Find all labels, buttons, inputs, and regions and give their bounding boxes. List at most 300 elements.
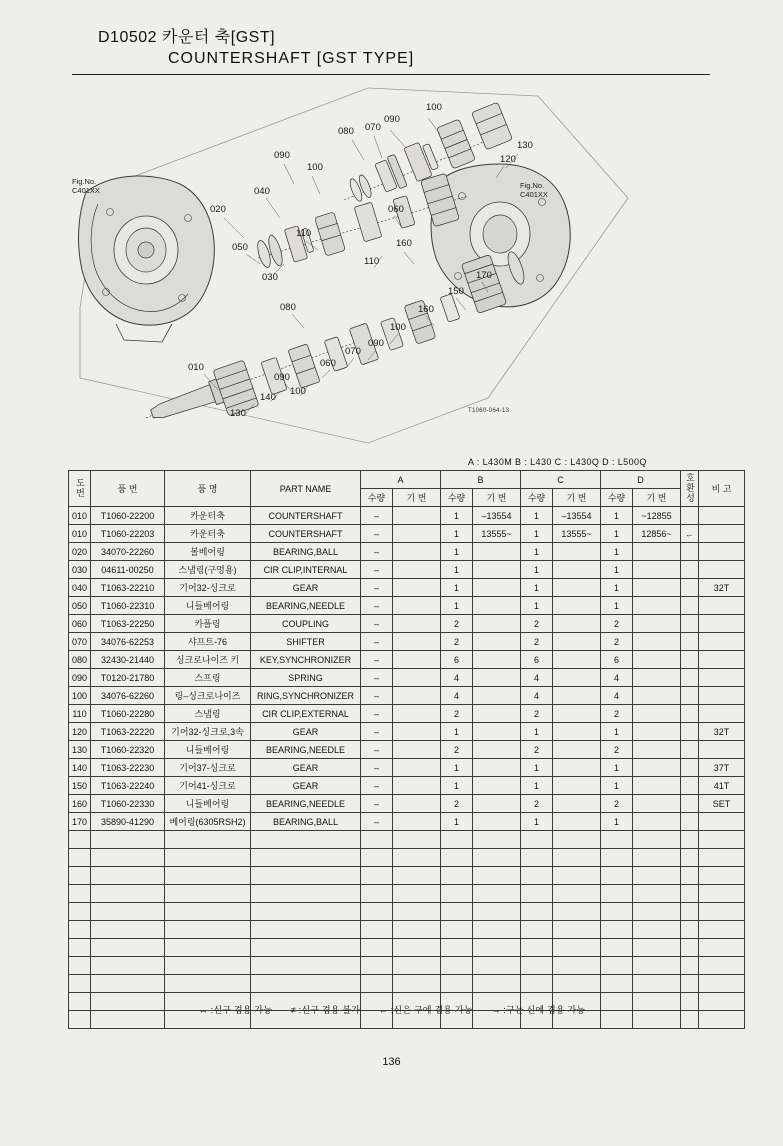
cell-empty	[553, 975, 601, 993]
cell-ref-d: ~12855	[633, 507, 681, 525]
callout-060-top: 060	[388, 204, 404, 215]
cell-name-ko: 카운터축	[165, 507, 251, 525]
table-row[interactable]	[69, 597, 745, 615]
cell-empty	[441, 903, 473, 921]
cell-qty-b: 2	[441, 705, 473, 723]
callout-020: 020	[210, 204, 226, 215]
cell-remark	[699, 813, 745, 831]
th-group-a: A	[361, 471, 441, 489]
callout-100-b: 100	[307, 162, 323, 173]
cell-interchange	[681, 795, 699, 813]
cell-qty-d: 4	[601, 687, 633, 705]
cell-ref-d	[633, 705, 681, 723]
diagram-code: T1060-064-13	[468, 408, 510, 414]
cell-empty	[393, 957, 441, 975]
table-row[interactable]	[69, 651, 745, 669]
cell-name-en: BEARING,NEEDLE	[251, 795, 361, 813]
cell-qty-a: –	[361, 723, 393, 741]
cell-part-no: T1060-22203	[91, 525, 165, 543]
cell-name-en: SPRING	[251, 669, 361, 687]
cell-qty-d: 4	[601, 669, 633, 687]
page-title-korean: D10502 카운터 축[GST]	[98, 29, 276, 46]
cell-ref-d	[633, 741, 681, 759]
cell-name-en: SHIFTER	[251, 633, 361, 651]
callout-090-c: 090	[368, 338, 384, 349]
table-row[interactable]	[69, 615, 745, 633]
cell-qty-a: –	[361, 615, 393, 633]
cell-ref-d	[633, 651, 681, 669]
cell-ref-b	[473, 705, 521, 723]
cell-empty	[165, 867, 251, 885]
cell-name-en: COUNTERSHAFT	[251, 507, 361, 525]
cell-part-no: T1060-22310	[91, 597, 165, 615]
cell-qty-b: 1	[441, 525, 473, 543]
cell-qty-d: 1	[601, 507, 633, 525]
cell-empty	[473, 939, 521, 957]
callout-170: 170	[476, 270, 492, 281]
cell-empty	[473, 975, 521, 993]
cell-interchange	[681, 615, 699, 633]
cell-qty-a: –	[361, 795, 393, 813]
cell-ref-d	[633, 723, 681, 741]
cell-qty-a: –	[361, 813, 393, 831]
cell-empty	[251, 867, 361, 885]
cell-qty-b: 1	[441, 777, 473, 795]
th-remark: 비 고	[699, 471, 745, 507]
cell-no: 050	[69, 597, 91, 615]
cell-qty-c: 1	[521, 507, 553, 525]
cell-empty	[699, 957, 745, 975]
cell-empty	[91, 939, 165, 957]
cell-ref-b	[473, 615, 521, 633]
cell-qty-b: 1	[441, 561, 473, 579]
cell-ref-a	[393, 669, 441, 687]
cell-ref-b	[473, 813, 521, 831]
cell-ref-a	[393, 543, 441, 561]
cell-ref-a	[393, 615, 441, 633]
cell-interchange	[681, 633, 699, 651]
page-number: 136	[382, 1056, 401, 1068]
table-row[interactable]	[69, 507, 745, 525]
cell-ref-c	[553, 669, 601, 687]
cell-ref-a	[393, 507, 441, 525]
cell-qty-b: 2	[441, 615, 473, 633]
table-row[interactable]	[69, 723, 745, 741]
cell-empty	[601, 921, 633, 939]
th-part-no: 품 번	[91, 471, 165, 507]
table-row[interactable]	[69, 759, 745, 777]
cell-qty-c: 2	[521, 795, 553, 813]
cell-empty	[441, 921, 473, 939]
parts-table	[68, 470, 745, 1029]
cell-qty-a: –	[361, 705, 393, 723]
callout-070: 070	[365, 122, 381, 133]
cell-ref-c	[553, 741, 601, 759]
cell-qty-b: 1	[441, 507, 473, 525]
cell-empty	[601, 975, 633, 993]
table-row-empty	[69, 849, 745, 867]
cell-empty	[633, 885, 681, 903]
cell-ref-a	[393, 759, 441, 777]
cell-empty	[601, 957, 633, 975]
cell-ref-a	[393, 687, 441, 705]
cell-qty-a: –	[361, 597, 393, 615]
cell-empty	[633, 957, 681, 975]
cell-no: 020	[69, 543, 91, 561]
cell-name-en: CIR CLIP,INTERNAL	[251, 561, 361, 579]
cell-empty	[165, 939, 251, 957]
callout-100-d: 100	[290, 386, 306, 397]
cell-qty-a: –	[361, 741, 393, 759]
cell-empty	[165, 903, 251, 921]
cell-empty	[681, 867, 699, 885]
callout-140: 140	[260, 392, 276, 403]
cell-qty-b: 2	[441, 795, 473, 813]
footnote-2: ≠ :신구 겸용 불가	[290, 1005, 361, 1015]
cell-empty	[69, 885, 91, 903]
cell-interchange	[681, 741, 699, 759]
cell-no: 130	[69, 741, 91, 759]
cell-empty	[699, 885, 745, 903]
cell-no: 010	[69, 525, 91, 543]
cell-empty	[553, 867, 601, 885]
cell-qty-d: 1	[601, 579, 633, 597]
cell-ref-d	[633, 579, 681, 597]
cell-qty-a: –	[361, 561, 393, 579]
cell-empty	[699, 903, 745, 921]
cell-part-no: T1060-22320	[91, 741, 165, 759]
cell-empty	[521, 975, 553, 993]
cell-ref-b: –13554	[473, 507, 521, 525]
th-group-d: D	[601, 471, 681, 489]
cell-empty	[473, 957, 521, 975]
cell-ref-b	[473, 579, 521, 597]
cell-empty	[553, 849, 601, 867]
cell-name-en: BEARING,NEEDLE	[251, 741, 361, 759]
table-row-empty	[69, 921, 745, 939]
table-row[interactable]	[69, 795, 745, 813]
cell-ref-c	[553, 561, 601, 579]
cell-empty	[521, 921, 553, 939]
cell-empty	[69, 921, 91, 939]
cell-empty	[165, 849, 251, 867]
cell-empty	[681, 903, 699, 921]
cell-empty	[473, 867, 521, 885]
cell-qty-d: 2	[601, 705, 633, 723]
table-row[interactable]	[69, 813, 745, 831]
cell-ref-c	[553, 723, 601, 741]
cell-empty	[69, 849, 91, 867]
callout-060-b: 060	[320, 358, 336, 369]
table-row[interactable]	[69, 525, 745, 543]
cell-empty	[251, 831, 361, 849]
th-qty-a: 수량	[361, 489, 393, 507]
cell-interchange	[681, 651, 699, 669]
cell-empty	[699, 831, 745, 849]
cell-empty	[681, 939, 699, 957]
cell-empty	[441, 867, 473, 885]
cell-ref-d	[633, 543, 681, 561]
callout-150: 150	[448, 286, 464, 297]
th-ref-a: 기 번	[393, 489, 441, 507]
cell-no: 140	[69, 759, 91, 777]
cell-ref-a	[393, 579, 441, 597]
cell-qty-c: 1	[521, 813, 553, 831]
cell-remark	[699, 669, 745, 687]
table-row[interactable]	[69, 687, 745, 705]
th-ref-b: 기 번	[473, 489, 521, 507]
cell-qty-d: 1	[601, 561, 633, 579]
cell-ref-d	[633, 669, 681, 687]
cell-name-ko: 스냅링	[165, 705, 251, 723]
table-row[interactable]	[69, 561, 745, 579]
cell-name-en: GEAR	[251, 579, 361, 597]
cell-qty-d: 1	[601, 759, 633, 777]
cell-interchange	[681, 777, 699, 795]
cell-name-ko: 볼베어링	[165, 543, 251, 561]
cell-empty	[91, 849, 165, 867]
cell-empty	[681, 957, 699, 975]
cell-ref-d	[633, 687, 681, 705]
cell-empty	[251, 885, 361, 903]
cell-ref-a	[393, 561, 441, 579]
cell-qty-b: 1	[441, 579, 473, 597]
cell-qty-a: –	[361, 525, 393, 543]
callout-160-a: 160	[396, 238, 412, 249]
cell-empty	[361, 849, 393, 867]
cell-no: 110	[69, 705, 91, 723]
table-row[interactable]	[69, 741, 745, 759]
table-row[interactable]	[69, 777, 745, 795]
cell-part-no: T1060-22330	[91, 795, 165, 813]
cell-empty	[681, 975, 699, 993]
cell-remark	[699, 741, 745, 759]
cell-empty	[251, 957, 361, 975]
cell-empty	[521, 849, 553, 867]
table-row[interactable]	[69, 705, 745, 723]
cell-name-ko: 링–싱크로나이즈	[165, 687, 251, 705]
footnote-3: ← :신은 구에 겸용 가능	[378, 1005, 473, 1015]
cell-ref-b: 13555~	[473, 525, 521, 543]
cell-ref-b	[473, 669, 521, 687]
cell-name-en: BEARING,BALL	[251, 813, 361, 831]
cell-name-en: BEARING,BALL	[251, 543, 361, 561]
cell-empty	[91, 975, 165, 993]
cell-empty	[521, 903, 553, 921]
cell-remark: 41T	[699, 777, 745, 795]
cell-qty-c: 1	[521, 759, 553, 777]
table-row-empty	[69, 957, 745, 975]
th-interchange: 호환성	[681, 471, 699, 507]
cell-ref-a	[393, 633, 441, 651]
callout-120: 120	[500, 154, 516, 165]
cell-qty-b: 2	[441, 633, 473, 651]
cell-qty-a: –	[361, 777, 393, 795]
cell-empty	[441, 957, 473, 975]
cell-ref-c	[553, 687, 601, 705]
cell-qty-c: 4	[521, 687, 553, 705]
cell-ref-b	[473, 723, 521, 741]
cell-empty	[393, 921, 441, 939]
cell-empty	[361, 939, 393, 957]
footnote-4: → :구는 신에 겸용 가능	[491, 1005, 586, 1015]
cell-name-en: COUPLING	[251, 615, 361, 633]
cell-name-ko: 샤프트-76	[165, 633, 251, 651]
cell-part-no: 32430-21440	[91, 651, 165, 669]
callout-110-a: 110	[296, 228, 312, 239]
cell-name-en: GEAR	[251, 759, 361, 777]
cell-empty	[165, 975, 251, 993]
cell-remark	[699, 561, 745, 579]
cell-ref-a	[393, 705, 441, 723]
cell-interchange	[681, 705, 699, 723]
cell-empty	[251, 939, 361, 957]
th-qty-b: 수량	[441, 489, 473, 507]
cell-part-no: T1063-22210	[91, 579, 165, 597]
cell-empty	[91, 957, 165, 975]
callout-130-top: 130	[517, 140, 533, 151]
cell-ref-c	[553, 651, 601, 669]
cell-no: 090	[69, 669, 91, 687]
cell-remark	[699, 597, 745, 615]
callout-130-bottom: 130	[230, 408, 246, 419]
cell-empty	[361, 831, 393, 849]
cell-qty-a: –	[361, 633, 393, 651]
cell-empty	[69, 903, 91, 921]
th-no: 도번	[69, 471, 91, 507]
cell-interchange	[681, 759, 699, 777]
cell-part-no: 35890-41290	[91, 813, 165, 831]
cell-name-ko: 기어32-싱크로,3속	[165, 723, 251, 741]
callout-050: 050	[232, 242, 248, 253]
cell-ref-b	[473, 777, 521, 795]
cell-name-ko: 카운터축	[165, 525, 251, 543]
cell-empty	[699, 939, 745, 957]
cell-remark	[699, 687, 745, 705]
cell-ref-d	[633, 795, 681, 813]
cell-ref-d: 12856~	[633, 525, 681, 543]
cell-remark	[699, 705, 745, 723]
cell-empty	[601, 831, 633, 849]
cell-empty	[251, 903, 361, 921]
cell-qty-c: 1	[521, 561, 553, 579]
callout-100-c: 100	[390, 322, 406, 333]
callout-100: 100	[426, 102, 442, 113]
cell-empty	[521, 867, 553, 885]
cell-empty	[361, 885, 393, 903]
cell-qty-c: 4	[521, 669, 553, 687]
cell-remark	[699, 633, 745, 651]
cell-empty	[553, 903, 601, 921]
cell-empty	[361, 957, 393, 975]
cell-qty-c: 1	[521, 525, 553, 543]
table-row-empty	[69, 867, 745, 885]
cell-empty	[633, 921, 681, 939]
cell-empty	[553, 921, 601, 939]
cell-qty-a: –	[361, 651, 393, 669]
cell-empty	[393, 903, 441, 921]
cell-empty	[681, 885, 699, 903]
cell-qty-d: 2	[601, 615, 633, 633]
cell-qty-a: –	[361, 543, 393, 561]
callout-080: 080	[338, 126, 354, 137]
cell-interchange	[681, 723, 699, 741]
cell-name-ko: 기어32-싱크로	[165, 579, 251, 597]
cell-interchange	[681, 579, 699, 597]
cell-empty	[69, 831, 91, 849]
callout-070-b: 070	[345, 346, 361, 357]
cell-name-ko: 니들베어링	[165, 597, 251, 615]
cell-empty	[699, 921, 745, 939]
cell-empty	[521, 885, 553, 903]
table-row-empty	[69, 903, 745, 921]
cell-qty-d: 2	[601, 795, 633, 813]
cell-empty	[91, 867, 165, 885]
cell-remark	[699, 543, 745, 561]
cell-remark	[699, 525, 745, 543]
cell-no: 030	[69, 561, 91, 579]
cell-interchange	[681, 813, 699, 831]
th-ref-c: 기 번	[553, 489, 601, 507]
cell-qty-a: –	[361, 687, 393, 705]
cell-interchange	[681, 669, 699, 687]
cell-ref-d	[633, 597, 681, 615]
cell-no: 100	[69, 687, 91, 705]
footnote-row	[68, 1003, 716, 1016]
cell-remark: 32T	[699, 723, 745, 741]
th-name-en: PART NAME	[251, 471, 361, 507]
table-row[interactable]	[69, 543, 745, 561]
callout-010: 010	[188, 362, 204, 373]
th-ref-d: 기 번	[633, 489, 681, 507]
cell-empty	[361, 903, 393, 921]
cell-qty-c: 1	[521, 579, 553, 597]
table-row[interactable]	[69, 579, 745, 597]
cell-no: 040	[69, 579, 91, 597]
cell-name-ko: 니들베어링	[165, 795, 251, 813]
cell-empty	[69, 867, 91, 885]
cell-ref-b	[473, 687, 521, 705]
cell-name-ko: 카플링	[165, 615, 251, 633]
cell-ref-b	[473, 651, 521, 669]
cell-qty-d: 1	[601, 525, 633, 543]
cell-ref-c	[553, 777, 601, 795]
cell-ref-b	[473, 597, 521, 615]
cell-ref-c	[553, 579, 601, 597]
table-row[interactable]	[69, 633, 745, 651]
th-qty-d: 수량	[601, 489, 633, 507]
cell-no: 010	[69, 507, 91, 525]
table-row[interactable]	[69, 669, 745, 687]
cell-remark	[699, 651, 745, 669]
cell-qty-c: 2	[521, 615, 553, 633]
cell-part-no: 34076-62253	[91, 633, 165, 651]
cell-empty	[521, 939, 553, 957]
callout-040: 040	[254, 186, 270, 197]
cell-ref-c	[553, 633, 601, 651]
cell-name-ko: 기어37-싱크로	[165, 759, 251, 777]
cell-qty-d: 6	[601, 651, 633, 669]
cell-qty-a: –	[361, 759, 393, 777]
cell-remark: SET	[699, 795, 745, 813]
diagram-svg	[68, 78, 716, 448]
cell-ref-a	[393, 777, 441, 795]
callout-030: 030	[262, 272, 278, 283]
cell-ref-b	[473, 561, 521, 579]
table-header-row-1	[69, 471, 745, 489]
cell-name-ko: 스프링	[165, 669, 251, 687]
cell-empty	[601, 849, 633, 867]
